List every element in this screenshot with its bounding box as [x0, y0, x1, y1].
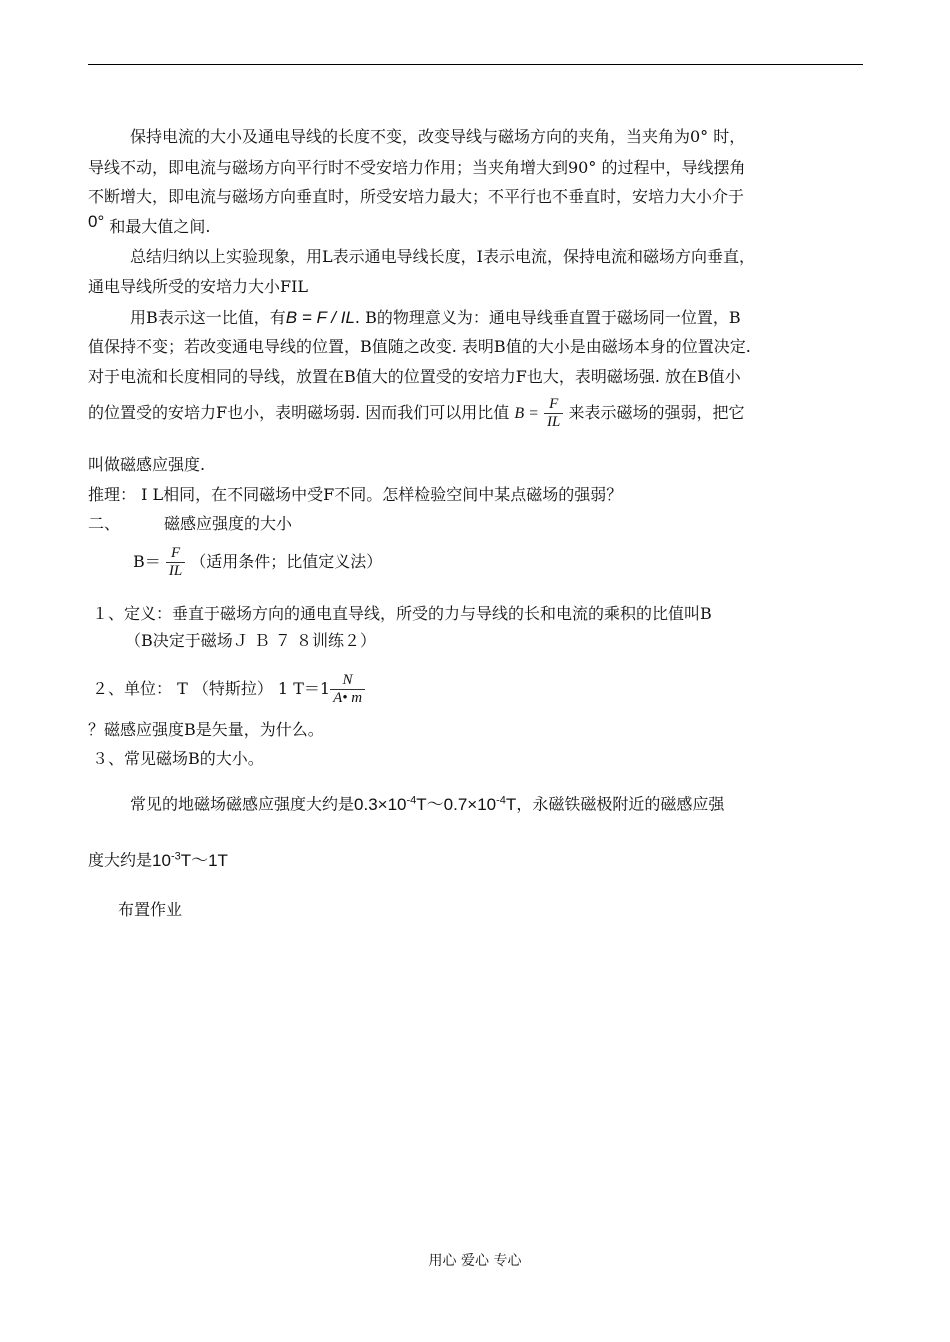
page-footer: 用心 爱心 专心	[428, 1253, 522, 1269]
p3-l4-c: 来表示磁场的强弱，把它	[568, 403, 745, 422]
e2: -4	[496, 794, 506, 806]
m1: 0.3×10	[354, 794, 407, 814]
p4-l1-b: ，永磁铁磁极附近的磁感应强	[516, 794, 725, 814]
f-over-il-fraction	[544, 396, 563, 431]
m5: T～1T	[180, 850, 228, 870]
paragraph-1-line-3: 不断增大，即电流与磁场方向垂直时，所受安培力最大；不平行也不垂直时，安培力大小介于	[88, 187, 745, 206]
m4: 10	[152, 850, 171, 870]
paragraph-3-line-1	[130, 307, 741, 329]
p3-l1-b: . B的物理意义为：通电导线垂直置于磁场同一位置，B	[354, 308, 741, 327]
p3-l1-a: 用B表示这一比值，有	[130, 308, 286, 327]
formula-denominator: IL	[166, 562, 185, 580]
formula-lhs: B＝	[133, 552, 161, 571]
paragraph-3-line-5: 叫做磁感应强度.	[88, 455, 206, 474]
paragraph-1-line-2: 导线不动，即电流与磁场方向平行时不受安培力作用；当夹角增大到90° 的过程中，导线摆角	[88, 158, 746, 177]
item-1-subnote: （B决定于磁场Ｊ Ｂ ７ ８训练２）	[125, 631, 377, 650]
earth-field-range	[354, 795, 516, 814]
p3-l4-a: 的位置受的安培力F也小，表明磁场弱. 因而我们可以用比值	[88, 403, 510, 422]
formula-line	[133, 545, 382, 580]
question-line: ？磁感应强度B是矢量，为什么。	[88, 720, 324, 739]
unit-fraction	[330, 672, 365, 707]
item-2-unit	[92, 672, 365, 707]
header-rule	[88, 64, 863, 65]
p4-l2-a: 度大约是	[88, 850, 153, 870]
b-var: B =	[514, 405, 539, 422]
formula-note: （适用条件；比值定义法）	[190, 552, 383, 571]
paragraph-1-line-1: 保持电流的大小及通电导线的长度不变，改变导线与磁场方向的夹角，当夹角为0° 时，	[130, 127, 746, 146]
e4: -3	[170, 850, 181, 862]
item-3-line: ３、常见磁场B的大小。	[92, 749, 264, 768]
m2: T～0.7×10	[416, 794, 497, 814]
paragraph-4-line-1	[130, 789, 724, 816]
formula-fraction	[166, 545, 185, 580]
formula-numerator: F	[170, 545, 181, 561]
paragraph-4-line-2	[88, 845, 228, 872]
zero-degree-math: 0°	[88, 212, 105, 231]
paragraph-1-line-4-text: 和最大值之间.	[109, 217, 211, 236]
homework-line: 布置作业	[118, 900, 183, 919]
unit-denominator: A• m	[330, 689, 365, 707]
paragraph-1-line-4	[88, 212, 211, 238]
item-1-definition: １、定义：垂直于磁场方向的通电直导线，所受的力与导线的长和电流的乘积的比值叫B	[92, 604, 712, 623]
p4-l1-a: 常见的地磁场磁感应强度大约是	[130, 794, 355, 814]
paragraph-3-line-4	[88, 396, 745, 431]
fraction-denominator: IL	[544, 413, 563, 431]
paragraph-3-line-2: 值保持不变；若改变通电导线的位置，B值随之改变. 表明B值的大小是由磁场本身的位置决定.	[88, 337, 751, 356]
section-2-title: 磁感应强度的大小	[164, 514, 293, 533]
e1: -4	[406, 794, 417, 806]
paragraph-2-line-2: 通电导线所受的安培力大小FIL	[88, 277, 309, 296]
b-equals-f-over-il: B = F / IL	[285, 308, 355, 327]
item-2-text: ２、单位： T （特斯拉） 1 T＝1	[92, 679, 331, 698]
magnet-field-range	[152, 851, 228, 870]
paragraph-2-line-1: 总结归纳以上实验现象，用L表示通电导线长度，I表示电流，保持电流和磁场方向垂直，	[130, 247, 755, 266]
m3: T	[505, 794, 517, 814]
paragraph-3-line-3: 对于电流和长度相同的导线，放置在B值大的位置受的安培力F也大，表明磁场强. 放在B值小	[88, 367, 741, 386]
reasoning-line: 推理： I L相同，在不同磁场中受F不同。怎样检验空间中某点磁场的强弱？	[88, 485, 623, 504]
fraction-numerator: F	[549, 396, 559, 412]
unit-numerator: N	[342, 672, 353, 688]
section-2-number: 二、	[88, 514, 121, 533]
